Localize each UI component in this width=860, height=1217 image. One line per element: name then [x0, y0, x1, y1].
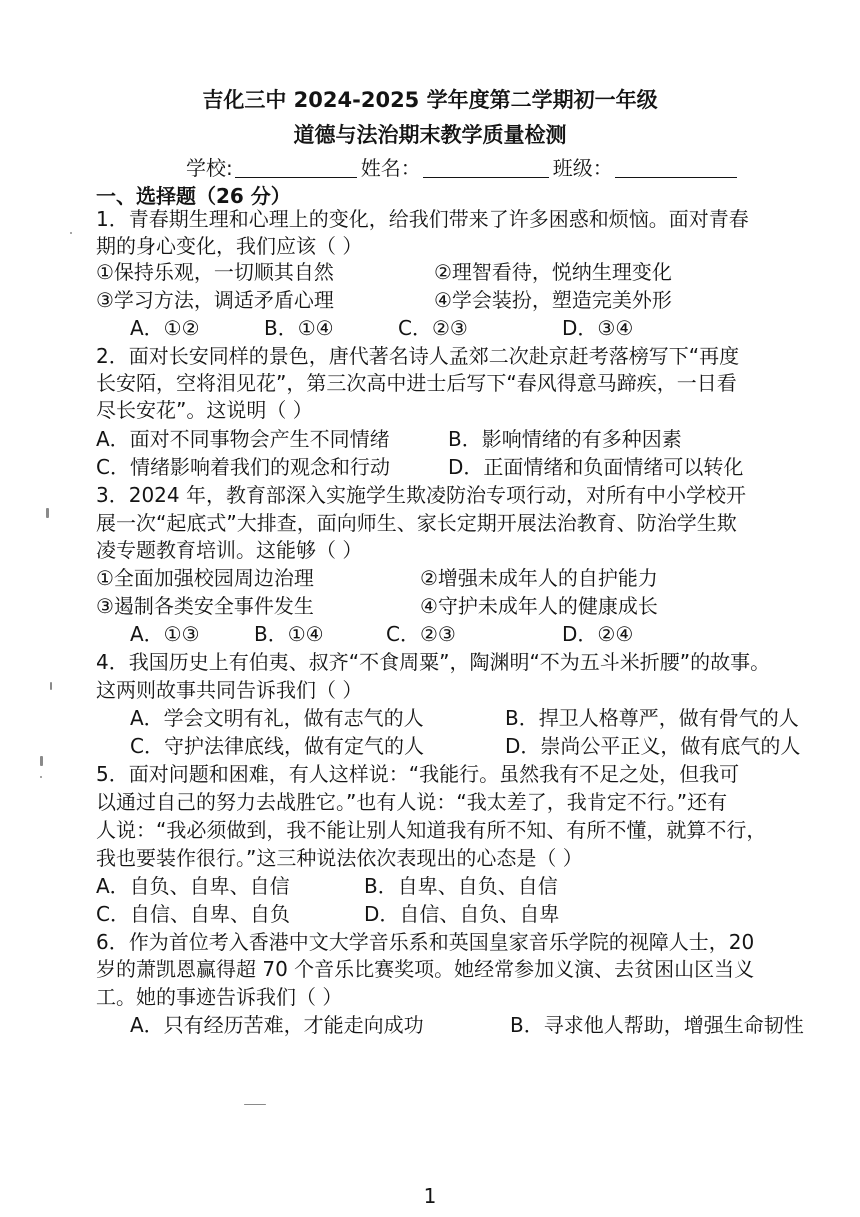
name-blank[interactable]: [423, 159, 549, 178]
page-number: 1: [423, 1184, 437, 1208]
scan-speck: [40, 756, 43, 766]
answer-option: C．②③: [398, 316, 468, 340]
question-text: 这两则故事共同告诉我们（ ）: [96, 678, 363, 702]
name-label: 姓名：: [360, 156, 421, 180]
exam-subtitle: 道德与法治期末教学质量检测: [293, 123, 567, 147]
answer-option: A．自负、自卑、自信: [96, 874, 290, 898]
section-title: 一、选择题（26 分）: [96, 184, 291, 208]
statement-option: ③学习方法，调适矛盾心理: [96, 288, 334, 312]
class-label: 班级：: [552, 156, 613, 180]
class-blank[interactable]: [615, 159, 737, 178]
answer-option: A．①②: [130, 316, 200, 340]
answer-option: D．崇尚公平正义，做有底气的人: [505, 734, 801, 758]
statement-option: ④守护未成年人的健康成长: [420, 594, 658, 618]
student-info-row: [186, 152, 741, 181]
answer-option: B．①④: [264, 316, 334, 340]
scan-speck: [244, 1104, 266, 1105]
answer-option: C．②③: [386, 622, 456, 646]
statement-option: ①全面加强校园周边治理: [96, 566, 314, 590]
question-text: 5．面对问题和困难，有人这样说：“我能行。虽然我有不足之处，但我可: [96, 762, 740, 786]
question-text: 展一次“起底式”大排查，面向师生、家长定期开展法治教育、防治学生欺: [96, 511, 737, 535]
statement-option: ①保持乐观，一切顺其自然: [96, 260, 334, 284]
answer-option: A．①③: [130, 622, 200, 646]
question-text: 凌专题教育培训。这能够（ ）: [96, 538, 363, 562]
school-blank[interactable]: [235, 159, 357, 178]
scan-speck: [70, 232, 72, 234]
exam-title: 吉化三中 2024-2025 学年度第二学期初一年级: [202, 88, 658, 112]
answer-option: A．面对不同事物会产生不同情绪: [96, 427, 390, 451]
scan-speck: [50, 682, 52, 690]
answer-option: B．捍卫人格尊严，做有骨气的人: [505, 706, 799, 730]
answer-option: A．只有经历苦难，才能走向成功: [130, 1013, 424, 1037]
answer-option: C．自信、自卑、自负: [96, 902, 290, 926]
scan-speck: [46, 508, 49, 518]
answer-option: B．自卑、自负、自信: [364, 874, 558, 898]
question-text: 4．我国历史上有伯夷、叔齐“不食周粟”，陶渊明“不为五斗米折腰”的故事。: [96, 650, 771, 674]
answer-option: A．学会文明有礼，做有志气的人: [130, 706, 424, 730]
answer-option: B．寻求他人帮助，增强生命韧性: [510, 1013, 804, 1037]
answer-option: C．守护法律底线，做有定气的人: [130, 734, 424, 758]
question-text: 人说：“我必须做到，我不能让别人知道我有所不知、有所不懂，就算不行，: [96, 818, 767, 842]
question-text: 1．青春期生理和心理上的变化，给我们带来了许多困惑和烦恼。面对青春: [96, 207, 749, 231]
statement-option: ②理智看待，悦纳生理变化: [434, 260, 672, 284]
statement-option: ④学会装扮，塑造完美外形: [434, 288, 672, 312]
question-text: 尽长安花”。这说明（ ）: [96, 398, 313, 422]
answer-option: B．影响情绪的有多种因素: [448, 427, 682, 451]
answer-option: D．自信、自负、自卑: [364, 902, 560, 926]
answer-option: D．②④: [562, 622, 634, 646]
question-text: 以通过自己的努力去战胜它。”也有人说：“我太差了，我肯定不行。”还有: [96, 790, 728, 814]
question-text: 长安陌，空将泪见花”，第三次高中进士后写下“春风得意马蹄疾，一日看: [96, 371, 737, 395]
answer-option: D．正面情绪和负面情绪可以转化: [448, 455, 744, 479]
question-text: 我也要装作很行。”这三种说法依次表现出的心态是（ ）: [96, 846, 583, 870]
question-text: 2．面对长安同样的景色，唐代著名诗人孟郊二次赴京赶考落榜写下“再度: [96, 344, 740, 368]
question-text: 期的身心变化，我们应该（ ）: [96, 234, 363, 258]
school-label: 学校:: [186, 156, 233, 180]
answer-option: D．③④: [562, 316, 634, 340]
answer-option: B．①④: [254, 622, 324, 646]
answer-option: C．情绪影响着我们的观念和行动: [96, 455, 390, 479]
question-text: 岁的萧凯恩赢得超 70 个音乐比赛奖项。她经常参加义演、去贫困山区当义: [96, 957, 755, 981]
scan-speck: [40, 776, 42, 778]
question-text: 3．2024 年，教育部深入实施学生欺凌防治专项行动，对所有中小学校开: [96, 483, 746, 507]
question-text: 6．作为首位考入香港中文大学音乐系和英国皇家音乐学院的视障人士，20: [96, 930, 755, 954]
statement-option: ③遏制各类安全事件发生: [96, 594, 314, 618]
question-text: 工。她的事迹告诉我们（ ）: [96, 985, 343, 1009]
statement-option: ②增强未成年人的自护能力: [420, 566, 658, 590]
